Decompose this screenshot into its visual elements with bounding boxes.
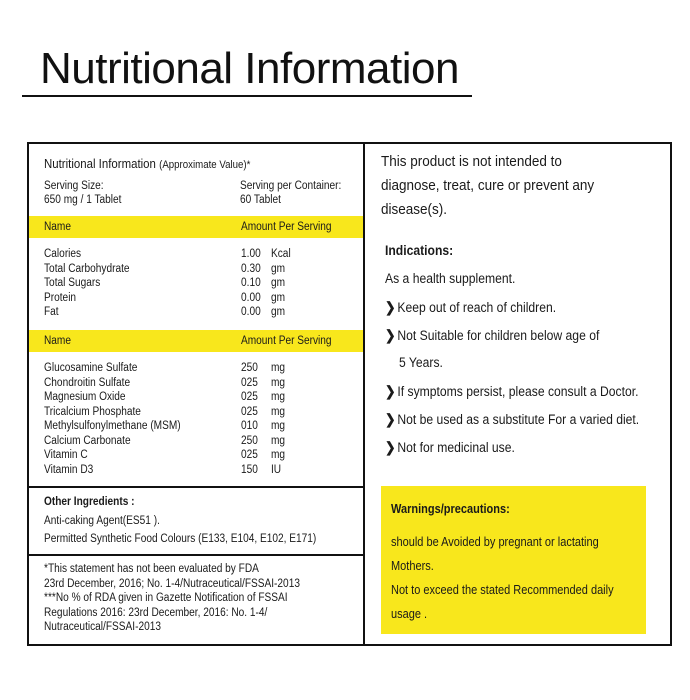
row-value: 010 [241,420,258,432]
warnings-title [391,502,526,516]
row-name: Protein [44,291,77,304]
row-name: Vitamin D3 [44,463,94,476]
row-name: Total Carbohydrate [44,262,130,275]
footnote-line: *This statement has not been evaluated by FDA [44,563,259,575]
row-value: 150 [241,463,258,476]
chevron-right-icon: ❯ [385,383,396,399]
table1-header-name: Name [44,221,72,233]
table2-header-bar [29,330,363,352]
page-title: Nutritional Information [40,44,459,93]
ingredients-divider [29,486,363,488]
warnings-line: Mothers. [391,559,434,573]
row-value: 0.00 [241,291,261,304]
warnings-line: should be Avoided by pregnant or lactating [391,535,599,549]
table2-header-name: Name [44,335,72,347]
facts-heading-note: (Approximate Value)* [159,159,251,171]
disclaimer-line: diagnose, treat, cure or prevent any [381,177,595,194]
row-unit: gm [271,277,286,289]
row-name: Calcium Carbonate [44,434,131,447]
row-name: Glucosamine Sulfate [44,362,138,374]
footnote [44,562,335,635]
disclaimer [381,150,618,222]
row-value: 250 [241,434,258,447]
list-item [385,383,667,400]
chevron-right-icon: ❯ [385,411,396,427]
row-value: 025 [241,449,258,461]
table2-header-amount: Amount Per Serving [241,335,332,347]
title-underline [22,95,472,97]
row-unit: mg [271,420,286,432]
list-item-text: If symptoms persist, please consult a Doctor. [397,384,639,399]
table1-header-amount: Amount Per Serving [241,221,332,233]
chevron-right-icon: ❯ [385,439,396,455]
serving-container-block [240,179,355,207]
warnings-line: Not to exceed the stated Recommended daily [391,583,614,597]
list-item-text: Not be used as a substitute For a varied diet. [397,412,640,427]
warnings-line: usage . [391,607,428,621]
other-ingredients-line-text: Anti-caking Agent(ES51 ). [44,515,160,527]
row-name: Total Sugars [44,277,101,289]
row-name: Vitamin C [44,449,88,461]
other-ingredients-line [44,514,176,528]
row-unit: mg [271,391,286,403]
row-unit: mg [271,362,286,374]
chevron-right-icon: ❯ [385,299,396,315]
indications-title-text: Indications: [385,243,454,258]
row-name: Chondroitin Sulfate [44,376,131,389]
indications-intro-text: As a health supplement. [385,271,516,286]
serving-size-block [44,179,132,207]
row-value: 025 [241,376,258,389]
other-ingredients-line [44,532,353,546]
list-item [385,327,623,344]
row-name: Fat [44,306,59,318]
row-name: Methylsulfonylmethane (MSM) [44,420,181,432]
indications-intro [385,271,530,286]
facts-heading [44,156,279,171]
row-unit: Kcal [271,248,291,260]
list-item-text: Not for medicinal use. [397,440,515,455]
footnote-divider [29,554,363,556]
row-unit: gm [271,306,286,318]
row-name: Magnesium Oxide [44,391,126,403]
row-value: 0.00 [241,306,261,318]
row-value: 025 [241,405,258,418]
serving-container-value: 60 Tablet [240,194,281,206]
row-unit: IU [271,463,282,476]
other-ingredients-title-text: Other Ingredients : [44,496,135,508]
list-item [385,411,667,428]
row-unit: gm [271,262,286,275]
footnote-line: Nutraceutical/FSSAI-2013 [44,621,161,633]
column-divider [363,142,365,646]
row-value: 025 [241,391,258,403]
row-value: 0.30 [241,262,261,275]
warnings-box [381,486,646,634]
serving-size-value: 650 mg / 1 Tablet [44,194,122,206]
facts-heading-text: Nutritional Information [44,156,156,171]
row-value: 1.00 [241,248,261,260]
serving-size-label: Serving Size: [44,180,104,192]
indications-title [385,243,461,258]
footnote-line: ***No % of RDA given in Gazette Notification of FSSAI [44,592,288,604]
disclaimer-line: disease(s). [381,201,448,218]
other-ingredients-line-text: Permitted Synthetic Food Colours (E133, E104, E102, E171) [44,533,317,545]
warnings-body [391,530,644,626]
table1-header-bar [29,216,363,238]
list-item-text: Not Suitable for children below age of [397,328,600,343]
row-unit: mg [271,449,286,461]
row-unit: mg [271,434,286,447]
row-name: Tricalcium Phosphate [44,405,141,418]
footnote-line: 23rd December, 2016; No. 1-4/Nutraceutical/FSSAI-2013 [44,577,300,590]
row-unit: mg [271,376,286,389]
list-item-continuation [399,355,448,370]
list-item-continuation-text: 5 Years. [399,355,443,370]
warnings-title-text: Warnings/precautions: [391,502,510,516]
other-ingredients-title [44,495,147,509]
row-name: Calories [44,248,82,260]
list-item [385,439,529,456]
row-value: 0.10 [241,277,261,289]
disclaimer-line: This product is not intended to [381,153,562,170]
chevron-right-icon: ❯ [385,327,396,343]
footnote-line: Regulations 2016: 23rd December, 2016: No. 1-4/ [44,606,268,619]
list-item-text: Keep out of reach of children. [397,300,557,315]
row-value: 250 [241,362,258,374]
serving-container-label: Serving per Container: [240,180,342,192]
list-item [385,299,575,316]
row-unit: mg [271,405,286,418]
row-unit: gm [271,291,286,304]
